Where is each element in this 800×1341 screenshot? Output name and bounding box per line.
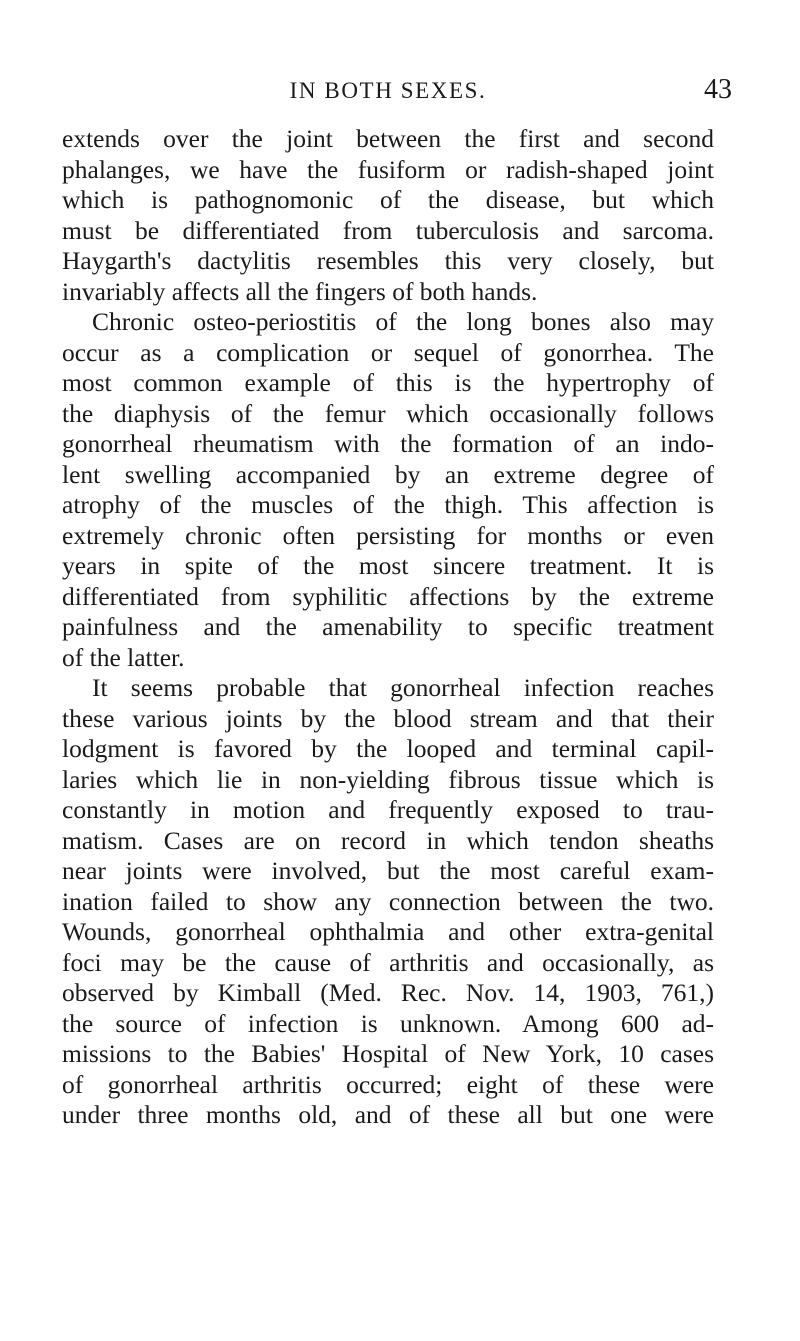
text-line: Wounds, gonorrheal ophthalmia and other extra-genital [62,917,714,946]
text-line: extremely chronic often persisting for months or even [62,520,714,550]
text-line: missions to the Babies' Hospital of New York, 10 cases [62,1039,714,1068]
text-line: invariably affects all the fingers of both hands. [62,276,538,306]
text-line: Haygarth's dactylitis resembles this very closely, but [62,246,714,275]
text-line: Chronic osteo-periostitis of the long bones also may [92,307,714,336]
text-line: of the latter. [62,642,185,672]
text-line: under three months old, and of these all but one were [62,1100,714,1129]
text-line: the diaphysis of the femur which occasionally follows [62,398,714,428]
text-line: years in spite of the most sincere treatment. It is [62,551,714,580]
page-number: 43 [704,74,732,105]
text-line: occur as a complication or sequel of gonorrhea. The [62,337,714,367]
body-text [62,124,714,1131]
text-line: the source of infection is unknown. Among 600 ad- [62,1008,714,1038]
text-line: differentiated from syphilitic affections by the extreme [62,581,714,611]
text-line: extends over the joint between the first and second [62,124,714,153]
text-line: near joints were involved, but the most careful exam- [62,856,714,885]
text-line: painfulness and the amenability to specific treatment [62,612,714,641]
text-line: must be differentiated from tuberculosis and sarcoma. [62,215,714,245]
text-line: most common example of this is the hypertrophy of [62,368,714,397]
running-head [62,74,732,110]
running-title: IN BOTH SEXES. [289,78,487,103]
text-line: these various joints by the blood stream and that their [62,703,714,733]
text-line: lent swelling accompanied by an extreme degree of [62,459,714,489]
text-line: atrophy of the muscles of the thigh. This affection is [62,490,714,519]
text-line: ination failed to show any connection between the two. [62,886,714,916]
text-line: It seems probable that gonorrheal infection reaches [92,673,714,702]
text-line: matism. Cases are on record in which tendon sheaths [62,825,714,855]
text-line: observed by Kimball (Med. Rec. Nov. 14, 1903, 761,) [62,978,714,1007]
text-line: constantly in motion and frequently exposed to trau- [62,795,714,824]
text-line: laries which lie in non-yielding fibrous tissue which is [62,764,714,794]
text-line: which is pathognomonic of the disease, but which [62,185,714,214]
text-line: phalanges, we have the fusiform or radish-shaped joint [62,154,714,184]
text-line: gonorrheal rheumatism with the formation of an indo- [62,429,714,458]
text-line: lodgment is favored by the looped and terminal capil- [62,734,714,763]
text-line: foci may be the cause of arthritis and occasionally, as [62,947,714,977]
text-line: of gonorrheal arthritis occurred; eight of these were [62,1069,714,1099]
